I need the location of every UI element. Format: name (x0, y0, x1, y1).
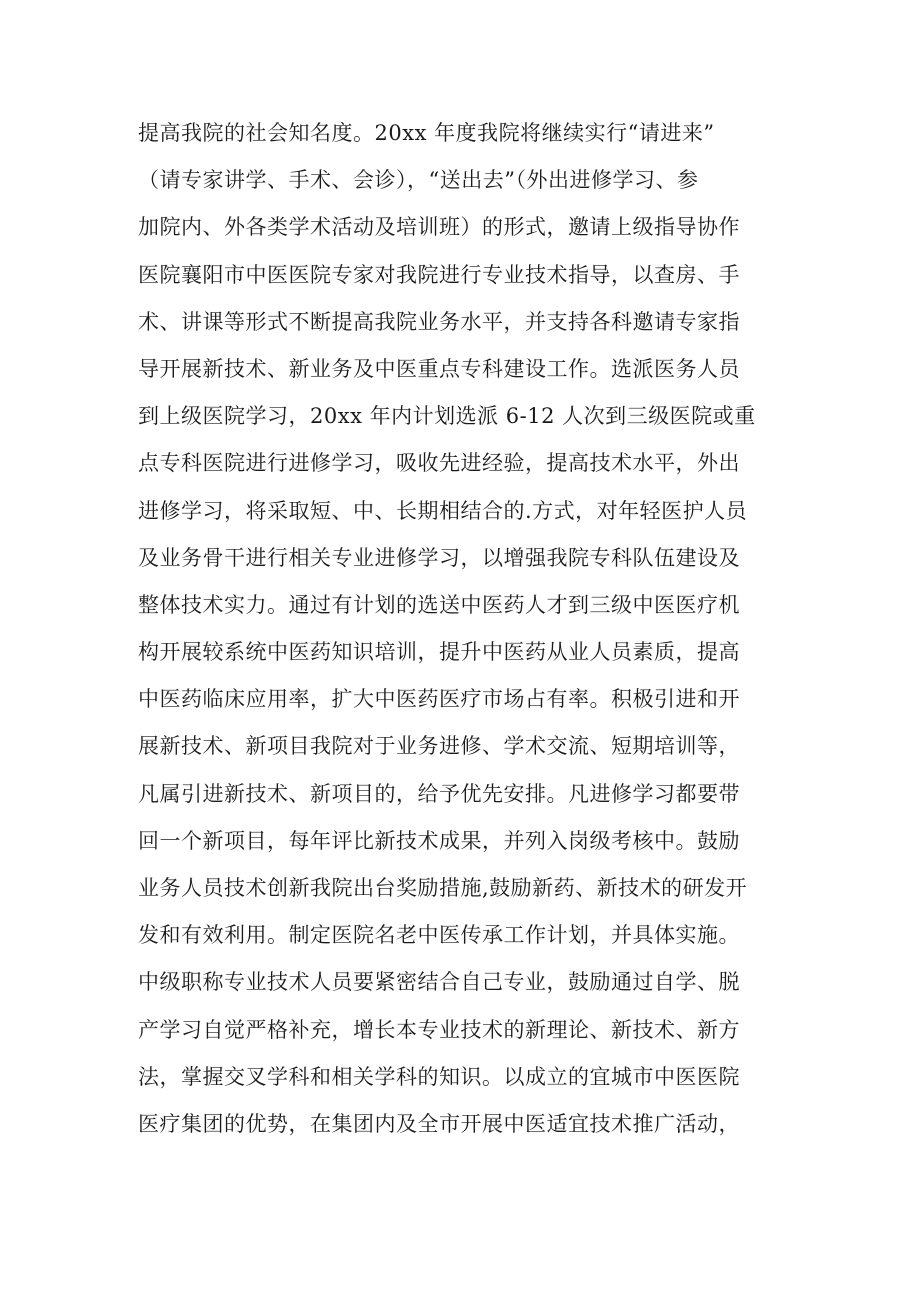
text-line: 点专科医院进行进修学习，吸收先进经验，提高技术水平，外出 (138, 451, 740, 476)
text-line: 导开展新技术、新业务及中医重点专科建设工作。选派医务人员 (138, 356, 740, 381)
text-line: 展新技术、新项目我院对于业务进修、学术交流、短期培训等， (138, 734, 740, 759)
text-line: 业务人员技术创新我院出台奖励措施,鼓励新药、新技术的研发开 (138, 876, 748, 900)
text-line: 凡属引进新技术、新项目的，给予优先安排。凡进修学习都要带 (138, 781, 740, 806)
text-line: 术、讲课等形式不断提高我院业务水平，并支持各科邀请专家指 (138, 309, 740, 334)
text-line: 整体技术实力。通过有计划的选送中医药人才到三级中医医疗机 (138, 592, 740, 617)
text-line: 进修学习，将采取短、中、长期相结合的.方式，对年轻医护人员 (138, 498, 748, 523)
text-line: 中医药临床应用率，扩大中医药医疗市场占有率。积极引进和开 (138, 687, 740, 712)
text-line: 发和有效利用。制定医院名老中医传承工作计划，并具体实施。 (138, 923, 740, 948)
text-line: （请专家讲学、手术、会诊），“送出去”（外出进修学习、参 (138, 168, 699, 193)
text-line: 及业务骨干进行相关专业进修学习，以增强我院专科队伍建设及 (138, 545, 740, 570)
text-line: 到上级医院学习，20xx 年内计划选派 6-12 人次到三级医院或重 (138, 404, 756, 429)
text-line: 回一个新项目，每年评比新技术成果，并列入岗级考核中。鼓励 (138, 828, 740, 853)
text-line: 医院襄阳市中医医院专家对我院进行专业技术指导，以查房、手 (138, 262, 740, 287)
text-line: 产学习自觉严格补充，增长本专业技术的新理论、新技术、新方 (138, 1017, 740, 1042)
text-line: 中级职称专业技术人员要紧密结合自己专业，鼓励通过自学、脱 (138, 970, 740, 995)
text-line: 构开展较系统中医药知识培训，提升中医药从业人员素质，提高 (138, 640, 740, 665)
text-line: 法，掌握交叉学科和相关学科的知识。以成立的宜城市中医医院 (138, 1064, 740, 1089)
text-line: 加院内、外各类学术活动及培训班）的形式，邀请上级指导协作 (138, 215, 740, 240)
body-paragraph (138, 110, 798, 1148)
text-line: 医疗集团的优势，在集团内及全市开展中医适宜技术推广活动， (138, 1111, 740, 1136)
text-line: 提高我院的社会知名度。20xx 年度我院将继续实行“请进来” (138, 121, 715, 145)
